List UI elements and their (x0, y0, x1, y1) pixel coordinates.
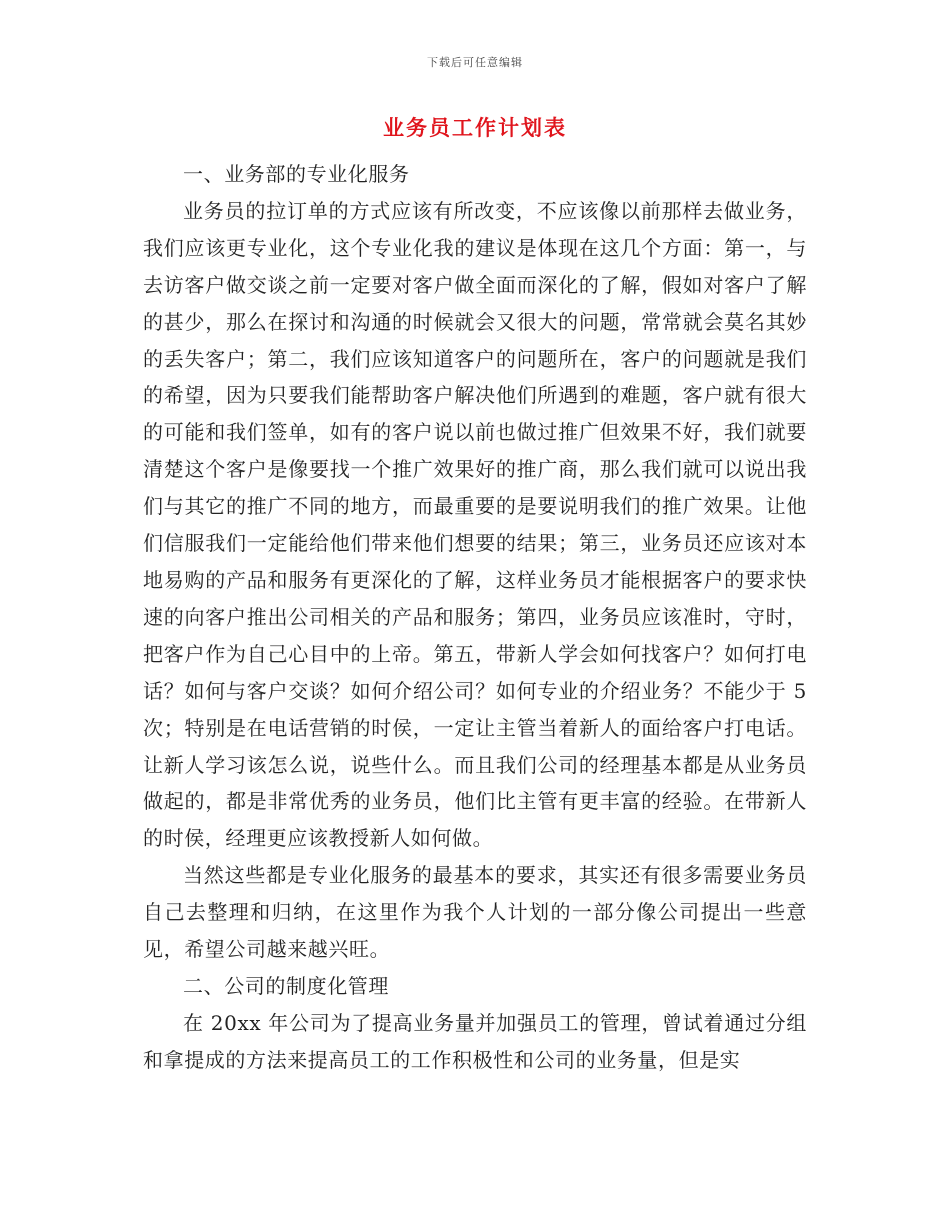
body-paragraph-1: 业务员的拉订单的方式应该有所改变，不应该像以前那样去做业务，我们应该更专业化，这个专业化我的建议是体现在这几个方面：第一，与去访客户做交谈之前一定要对客户做全面而深化的了解，假如对客户了解的甚少，那么在探讨和沟通的时候就会又很大的问题，常常就会莫名其妙的丢失客户；第二，我们应该知道客户的问题所在，客户的问题就是我们的希望，因为只要我们能帮助客户解决他们所遇到的难题，客户就有很大的可能和我们签单，如有的客户说以前也做过推广但效果不好，我们就要清楚这个客户是像要找一个推广效果好的推广商，那么我们就可以说出我们与其它的推广不同的地方，而最重要的是要说明我们的推广效果。让他们信服我们一定能给他们带来他们想要的结果；第三，业务员还应该对本地易购的产品和服务有更深化的了解，这样业务员才能根据客户的要求快速的向客户推出公司相关的产品和服务；第四，业务员应该准时，守时，把客户作为自己心目中的上帝。第五，带新人学会如何找客户？如何打电话？如何与客户交谈？如何介绍公司？如何专业的介绍业务？不能少于 5 次；特别是在电话营销的时侯，一定让主管当着新人的面给客户打电话。让新人学习该怎么说，说些什么。而且我们公司的经理基本都是从业务员做起的，都是非常优秀的业务员，他们比主管有更丰富的经验。在带新人的时侯，经理更应该教授新人如何做。 (143, 198, 807, 851)
section-heading-2: 二、公司的制度化管理 (183, 973, 389, 998)
section-heading-1: 一、业务部的专业化服务 (183, 162, 410, 186)
header-note: 下载后可任意编辑 (427, 56, 523, 69)
body-paragraph-2: 当然这些都是专业化服务的最基本的要求，其实还有很多需要业务员自己去整理和归纳，在这里作为我个人计划的一部分像公司提出一些意见，希望公司越来越兴旺。 (143, 863, 807, 962)
document-body (143, 156, 807, 1079)
body-paragraph-3: 在 20xx 年公司为了提高业务量并加强员工的管理，曾试着通过分组和拿提成的方法来提高员工的工作积极性和公司的业务量，但是实 (143, 1010, 807, 1072)
page-title: 业务员工作计划表 (383, 116, 567, 140)
